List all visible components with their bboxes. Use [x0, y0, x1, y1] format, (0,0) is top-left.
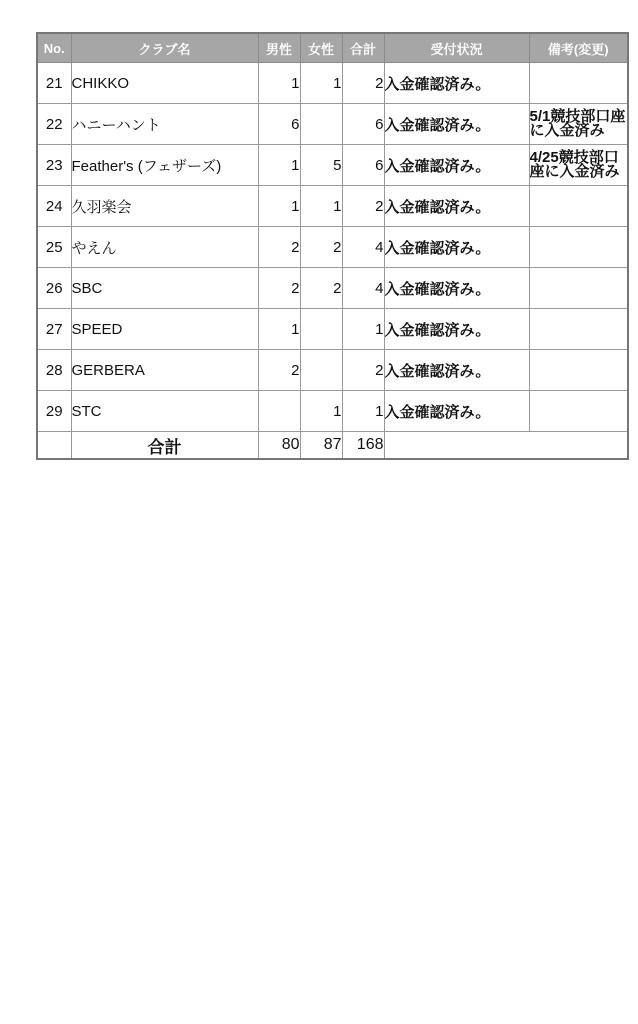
- header-female: 女性: [300, 33, 342, 63]
- row-female: 1: [300, 63, 342, 104]
- row-club: 久羽楽会: [71, 186, 258, 227]
- table-row: [37, 268, 628, 309]
- row-total: 1: [342, 391, 384, 432]
- row-note: [529, 350, 628, 391]
- total-row: [37, 432, 628, 460]
- row-note: 5/1競技部口座に入金済み: [529, 104, 628, 145]
- row-total: 2: [342, 63, 384, 104]
- row-note: [529, 391, 628, 432]
- table-row: [37, 227, 628, 268]
- row-status: 入金確認済み。: [384, 63, 529, 104]
- total-no-empty: [37, 432, 71, 460]
- row-male: 1: [258, 145, 300, 186]
- row-male: 1: [258, 186, 300, 227]
- table-row: [37, 186, 628, 227]
- table-row: [37, 309, 628, 350]
- row-female: 1: [300, 391, 342, 432]
- row-male: 2: [258, 268, 300, 309]
- table-row: [37, 63, 628, 104]
- row-note: [529, 186, 628, 227]
- row-club: STC: [71, 391, 258, 432]
- row-female: [300, 104, 342, 145]
- row-club: SPEED: [71, 309, 258, 350]
- total-label: 合計: [71, 432, 258, 460]
- header-row: [37, 33, 628, 63]
- row-male: [258, 391, 300, 432]
- row-status: 入金確認済み。: [384, 391, 529, 432]
- row-club: GERBERA: [71, 350, 258, 391]
- row-no: 22: [37, 104, 71, 145]
- row-status: 入金確認済み。: [384, 186, 529, 227]
- row-total: 2: [342, 350, 384, 391]
- table-row: [37, 145, 628, 186]
- row-note: 4/25競技部口座に入金済み: [529, 145, 628, 186]
- row-club: やえん: [71, 227, 258, 268]
- table-row: [37, 104, 628, 145]
- row-status: 入金確認済み。: [384, 350, 529, 391]
- row-status: 入金確認済み。: [384, 145, 529, 186]
- header-no: No.: [37, 33, 71, 63]
- row-no: 23: [37, 145, 71, 186]
- row-female: [300, 350, 342, 391]
- row-male: 2: [258, 227, 300, 268]
- total-total: 168: [342, 432, 384, 460]
- header-status: 受付状況: [384, 33, 529, 63]
- row-status: 入金確認済み。: [384, 227, 529, 268]
- row-total: 1: [342, 309, 384, 350]
- table-row: [37, 391, 628, 432]
- total-blank: [384, 432, 628, 460]
- row-no: 24: [37, 186, 71, 227]
- row-male: 1: [258, 63, 300, 104]
- header-note: 備考(変更): [529, 33, 628, 63]
- row-status: 入金確認済み。: [384, 104, 529, 145]
- row-no: 27: [37, 309, 71, 350]
- row-note: [529, 227, 628, 268]
- row-female: 5: [300, 145, 342, 186]
- row-male: 2: [258, 350, 300, 391]
- header-male: 男性: [258, 33, 300, 63]
- row-no: 29: [37, 391, 71, 432]
- row-total: 4: [342, 268, 384, 309]
- row-note: [529, 309, 628, 350]
- row-club: CHIKKO: [71, 63, 258, 104]
- row-status: 入金確認済み。: [384, 309, 529, 350]
- row-no: 21: [37, 63, 71, 104]
- row-female: 1: [300, 186, 342, 227]
- row-note: [529, 268, 628, 309]
- total-female: 87: [300, 432, 342, 460]
- registration-table: [36, 32, 629, 460]
- row-club: SBC: [71, 268, 258, 309]
- row-female: 2: [300, 268, 342, 309]
- row-club: ハニーハント: [71, 104, 258, 145]
- row-male: 6: [258, 104, 300, 145]
- header-total: 合計: [342, 33, 384, 63]
- table-row: [37, 350, 628, 391]
- row-total: 2: [342, 186, 384, 227]
- row-total: 6: [342, 104, 384, 145]
- row-no: 25: [37, 227, 71, 268]
- row-female: 2: [300, 227, 342, 268]
- row-male: 1: [258, 309, 300, 350]
- row-club: Feather's (フェザーズ): [71, 145, 258, 186]
- total-male: 80: [258, 432, 300, 460]
- row-note: [529, 63, 628, 104]
- row-total: 4: [342, 227, 384, 268]
- row-total: 6: [342, 145, 384, 186]
- row-no: 28: [37, 350, 71, 391]
- row-no: 26: [37, 268, 71, 309]
- row-female: [300, 309, 342, 350]
- row-status: 入金確認済み。: [384, 268, 529, 309]
- header-club: クラブ名: [71, 33, 258, 63]
